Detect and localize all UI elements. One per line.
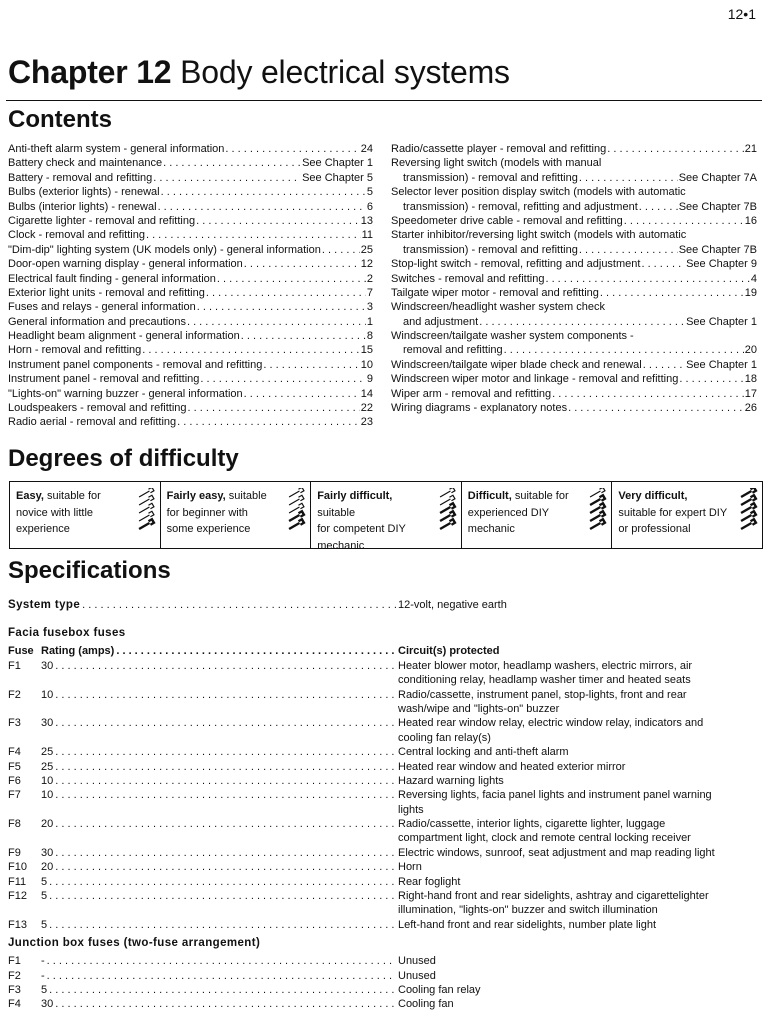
toc-leader-dots [196, 214, 360, 228]
difficulty-cell [612, 482, 762, 548]
toc-entry-label: Fuses and relays - general information [8, 301, 196, 314]
difficulty-desc: mechanic [317, 539, 365, 552]
toc-leader-dots [568, 401, 744, 415]
toc-entry-page: 23 [360, 416, 373, 429]
leader-dots [55, 774, 396, 788]
difficulty-heading: Degrees of difficulty [8, 445, 239, 472]
toc-entry-label: Wiper arm - removal and refitting [391, 387, 552, 400]
difficulty-desc: some experience [166, 523, 251, 535]
toc-entry-label: Exterior light units - removal and refitting [8, 286, 205, 299]
toc-entry-label: Headlight beam alignment - general information [8, 330, 240, 343]
toc-entry [8, 214, 373, 228]
toc-entry [391, 257, 757, 271]
circuit-text: Radio/cassette, instrument panel, stop-lights, front and rear [398, 688, 687, 701]
specifications-heading: Specifications [8, 557, 171, 584]
circuit-text: Electric windows, sunroof, seat adjustment and map reading light [398, 846, 715, 859]
circuit-text: Heater blower motor, headlamp washers, electric mirrors, air [398, 659, 693, 672]
toc-entry-label: Anti-theft alarm system - general information [8, 143, 225, 155]
fuse-number: F2 [8, 969, 21, 982]
toc-leader-dots [217, 272, 366, 286]
leader-dots [55, 745, 396, 759]
toc-entry-label: transmission) - removal and refitting [403, 243, 578, 256]
circuit-text: Heated rear window and heated exterior mirror [398, 760, 626, 773]
difficulty-cell [161, 482, 312, 548]
toc-entry-page: 2 [366, 272, 373, 285]
fuse-rating: Rating (amps) [41, 645, 115, 658]
fuse-rating: 20 [41, 818, 54, 831]
toc-entry-label: Door-open warning display - general information [8, 258, 243, 271]
difficulty-desc: suitable [225, 490, 267, 502]
difficulty-line [618, 488, 734, 505]
toc-leader-dots [504, 343, 744, 357]
fuse-number: F8 [8, 818, 21, 831]
spacer [8, 612, 760, 626]
toc-entry [8, 142, 373, 156]
toc-entry [8, 387, 373, 401]
difficulty-cell [311, 482, 462, 552]
toc-entry-label: Radio aerial - removal and refitting [8, 416, 177, 429]
toc-leader-dots [187, 315, 366, 329]
spec-row [8, 745, 760, 759]
leader-dots [116, 644, 396, 658]
fuse-rating: 10 [41, 688, 54, 701]
fuse-number: F1 [8, 659, 21, 672]
leader-dots [55, 788, 396, 802]
difficulty-desc: for beginner with [166, 506, 248, 519]
toc-entry [8, 401, 373, 415]
toc-entry [391, 372, 757, 386]
toc-leader-dots [263, 358, 359, 372]
spec-row [8, 969, 760, 983]
page-number: 12•1 [727, 6, 756, 22]
toc-entry-page: 17 [744, 387, 757, 400]
fuse-number: F6 [8, 774, 21, 787]
toc-entry [391, 343, 757, 357]
toc-leader-dots [161, 185, 366, 199]
toc-entry-label: Starter inhibitor/reversing light switch (models with automatic [391, 229, 687, 242]
toc-entry-label: Instrument panel - removal and refitting [8, 373, 200, 386]
system-type-row [8, 598, 760, 612]
difficulty-level-name: Difficult, [467, 490, 512, 502]
toc-entry [391, 200, 757, 214]
toc-entry-label: "Lights-on" warning buzzer - general information [8, 387, 243, 400]
toc-entry-page: 15 [360, 344, 373, 357]
spec-row [8, 688, 760, 702]
facia-fuses-heading: Facia fusebox fuses [8, 627, 126, 640]
circuit-text: cooling fan relay(s) [398, 731, 491, 744]
toc-leader-dots [241, 329, 366, 343]
toc-leader-dots [177, 415, 360, 429]
spec-row [8, 716, 760, 730]
title-rule [6, 100, 762, 101]
fuse-number: F4 [8, 746, 21, 759]
fuse-rating: 5 [41, 875, 48, 888]
spanner-icon [437, 488, 457, 532]
toc-entry-label: Windscreen wiper motor and linkage - removal and refitting [391, 373, 679, 386]
toc-leader-dots [639, 200, 678, 214]
fuse-rating: 30 [41, 998, 54, 1011]
toc-entry-page: 18 [744, 373, 757, 386]
toc-leader-dots [679, 372, 743, 386]
system-type-label: System type [8, 599, 81, 611]
leader-dots [47, 954, 396, 968]
toc-entry-page: See Chapter 7B [678, 200, 757, 213]
spec-row [8, 860, 760, 874]
leader-dots [49, 875, 396, 889]
fuse-number: F10 [8, 861, 27, 874]
toc-leader-dots [225, 142, 359, 156]
toc-entry-label: "Dim-dip" lighting system (UK models only) - general information [8, 243, 321, 256]
spec-row [8, 817, 760, 831]
toc-entry [8, 228, 373, 242]
difficulty-cell [10, 482, 161, 548]
toc-leader-dots [545, 272, 749, 286]
fuse-rating: 10 [41, 789, 54, 802]
toc-entry-label: Windscreen/headlight washer system check [391, 301, 605, 314]
fuse-rating: - [41, 955, 45, 968]
toc-entry-page: See Chapter 7B [678, 243, 757, 256]
difficulty-desc: experienced DIY [467, 506, 550, 519]
toc-entry-page: 22 [360, 402, 373, 415]
toc-entry [391, 185, 757, 199]
toc-leader-dots [244, 387, 360, 401]
toc-entry [391, 228, 757, 242]
toc-entry-label: Instrument panel components - removal and refitting [8, 358, 263, 371]
chapter-name: Body electrical systems [180, 54, 510, 90]
fuse-rating: 5 [41, 890, 48, 903]
toc-entry [391, 329, 757, 343]
toc-entry [8, 257, 373, 271]
leader-dots [55, 846, 396, 860]
toc-entry [8, 300, 373, 314]
toc-leader-dots [142, 343, 359, 357]
circuit-text: Hazard warning lights [398, 774, 504, 787]
toc-entry-page: 5 [366, 186, 373, 199]
difficulty-desc: or professional [618, 523, 691, 535]
leader-dots [49, 889, 396, 903]
leader-dots [49, 918, 396, 932]
spanner-icon [136, 488, 156, 532]
toc-entry [8, 372, 373, 386]
difficulty-line [167, 488, 283, 505]
difficulty-desc: experience [16, 523, 70, 535]
toc-entry [391, 142, 757, 156]
fuse-rating: 30 [41, 846, 54, 859]
toc-entry-page: 1 [366, 315, 373, 328]
leader-dots [55, 760, 396, 774]
toc-entry-page: 20 [744, 344, 757, 357]
spec-row [8, 983, 760, 997]
toc-entry [391, 300, 757, 314]
spec-row [8, 760, 760, 774]
toc-leader-dots [153, 171, 301, 185]
contents-left-column [8, 142, 373, 430]
fuse-rating: - [41, 969, 45, 982]
toc-leader-dots [579, 171, 678, 185]
toc-entry-page: 14 [360, 387, 373, 400]
toc-entry-page: See Chapter 5 [302, 171, 373, 184]
toc-entry-label: Selector lever position display switch (models with automatic [391, 186, 686, 199]
toc-entry-label: transmission) - removal, refitting and adjustment [403, 200, 638, 213]
toc-entry-label: Battery - removal and refitting [8, 171, 153, 184]
circuit-text: Cooling fan relay [398, 983, 481, 996]
toc-entry-label: Battery check and maintenance [8, 157, 163, 170]
spec-row [8, 875, 760, 889]
toc-entry-label: Clock - removal and refitting [8, 229, 145, 242]
spec-row [8, 659, 760, 673]
toc-entry-label: removal and refitting [403, 344, 503, 357]
circuit-text: Central locking and anti-theft alarm [398, 746, 569, 759]
toc-entry-label: Reversing light switch (models with manual [391, 157, 602, 170]
toc-entry-label: Wiring diagrams - explanatory notes [391, 402, 568, 415]
toc-entry [8, 272, 373, 286]
leader-dots [55, 659, 396, 673]
fuse-number: F12 [8, 890, 27, 903]
toc-entry-page: 11 [361, 229, 373, 242]
toc-leader-dots [641, 257, 685, 271]
fuse-rating: 10 [41, 774, 54, 787]
toc-leader-dots [579, 243, 678, 257]
circuit-text: compartment light, clock and remote central locking receiver [398, 832, 691, 845]
toc-entry-label: Windscreen/tailgate wiper blade check and renewal [391, 358, 642, 371]
toc-entry [391, 387, 757, 401]
toc-entry-label: and adjustment [403, 315, 479, 328]
circuit-text: Radio/cassette, interior lights, cigarette lighter, luggage [398, 818, 666, 831]
fuse-number: F7 [8, 789, 21, 802]
difficulty-desc: mechanic [467, 523, 515, 535]
toc-entry [391, 286, 757, 300]
spec-row [8, 918, 760, 932]
fuse-rating: 5 [41, 918, 48, 931]
difficulty-desc: novice with little [16, 506, 94, 519]
toc-entry-page: 12 [360, 258, 373, 271]
circuit-text: conditioning relay, headlamp washer timer and heated seats [398, 674, 691, 687]
toc-entry-page: See Chapter 7A [678, 171, 757, 184]
spanner-icon [738, 488, 758, 532]
toc-entry [8, 171, 373, 185]
toc-entry [391, 315, 757, 329]
toc-entry-label: Horn - removal and refitting [8, 344, 142, 357]
toc-entry-label: Windscreen/tailgate washer system components - [391, 330, 634, 343]
toc-entry-label: Electrical fault finding - general information [8, 272, 216, 285]
toc-entry-page: 26 [744, 402, 757, 415]
fuse-number: F4 [8, 998, 21, 1011]
toc-entry-page: 13 [360, 214, 373, 227]
toc-leader-dots [624, 214, 744, 228]
toc-entry-page: 10 [360, 358, 373, 371]
toc-leader-dots [197, 300, 366, 314]
difficulty-desc: for competent DIY [317, 523, 406, 535]
toc-entry-page: 8 [366, 330, 373, 343]
toc-entry-page: See Chapter 1 [686, 315, 757, 328]
toc-leader-dots [643, 358, 685, 372]
toc-entry-page: See Chapter 9 [686, 258, 757, 271]
spanner-icon [587, 488, 607, 532]
toc-entry-page: 6 [366, 200, 373, 213]
circuit-text: Left-hand front and rear sidelights, number plate light [398, 918, 657, 931]
fuse-rating: 5 [41, 983, 48, 996]
leader-dots [47, 969, 396, 983]
toc-entry-label: Bulbs (exterior lights) - renewal [8, 186, 160, 199]
toc-entry [8, 358, 373, 372]
fuse-number: F2 [8, 688, 21, 701]
toc-entry-label: Radio/cassette player - removal and refitting [391, 143, 607, 155]
fuse-rating: 20 [41, 861, 54, 874]
fuse-rating: 25 [41, 746, 54, 759]
specifications-body [8, 598, 760, 1012]
toc-entry [8, 315, 373, 329]
toc-entry [8, 200, 373, 214]
toc-entry [8, 156, 373, 170]
fuse-number: F5 [8, 760, 21, 773]
toc-entry-page: 7 [366, 286, 373, 299]
circuit-text: Unused [398, 955, 436, 968]
toc-leader-dots [188, 401, 360, 415]
difficulty-line [317, 488, 433, 521]
fuse-rating: 30 [41, 717, 54, 730]
toc-entry [8, 185, 373, 199]
fuse-number: F1 [8, 955, 21, 968]
toc-entry-page: 4 [750, 272, 757, 285]
leader-dots [55, 860, 396, 874]
spec-row [8, 997, 760, 1011]
leader-dots [55, 688, 396, 702]
chapter-label: Chapter 12 [8, 54, 172, 90]
toc-entry-page: 21 [744, 143, 757, 155]
toc-entry [391, 243, 757, 257]
circuit-text: Heated rear window relay, electric window relay, indicators and [398, 717, 704, 730]
spec-row [8, 788, 760, 802]
difficulty-line [16, 488, 132, 505]
spec-row [8, 774, 760, 788]
toc-entry [391, 401, 757, 415]
toc-entry-label: Switches - removal and refitting [391, 272, 545, 285]
toc-entry-page: 16 [744, 214, 757, 227]
difficulty-desc: suitable for [511, 490, 569, 502]
circuit-text: Reversing lights, facia panel lights and instrument panel warning [398, 789, 712, 802]
circuit-text: Right-hand front and rear sidelights, ashtray and cigarettelighter [398, 890, 709, 903]
leader-dots [82, 598, 396, 612]
toc-leader-dots [200, 372, 366, 386]
spanner-icon [286, 488, 306, 532]
difficulty-desc: suitable [317, 506, 356, 519]
difficulty-desc: suitable for expert DIY [618, 506, 728, 519]
toc-entry-label: General information and precautions [8, 315, 186, 328]
toc-entry-label: Tailgate wiper motor - removal and refitting [391, 286, 599, 299]
fuse-number: F13 [8, 918, 27, 931]
toc-entry-page: 24 [360, 143, 373, 155]
circuit-text: Unused [398, 969, 436, 982]
toc-entry-page: See Chapter 1 [686, 358, 757, 371]
difficulty-table [9, 481, 763, 552]
fuse-number: F3 [8, 983, 21, 996]
circuit-text: Rear foglight [398, 875, 461, 888]
fuse-number: F9 [8, 846, 21, 859]
leader-dots [55, 817, 396, 831]
toc-entry-label: Speedometer drive cable - removal and refitting [391, 214, 623, 227]
toc-entry-page: 25 [360, 243, 373, 256]
difficulty-line [468, 488, 584, 505]
toc-entry [391, 272, 757, 286]
leader-dots [55, 997, 396, 1011]
difficulty-cell [462, 482, 613, 548]
difficulty-level-name: Very difficult, [618, 490, 688, 502]
junction-fuses-heading: Junction box fuses (two-fuse arrangement) [8, 937, 261, 950]
circuit-text: illumination, "lights-on" buzzer and switch illumination [398, 904, 658, 917]
toc-leader-dots [600, 286, 744, 300]
contents-heading: Contents [8, 106, 112, 133]
toc-entry [8, 243, 373, 257]
difficulty-level-name: Easy, [16, 490, 44, 502]
circuit-text: Horn [398, 861, 422, 874]
fuse-table-header [8, 644, 760, 658]
toc-entry-label: Loudspeakers - removal and refitting [8, 402, 187, 415]
chapter-title [8, 54, 510, 91]
toc-entry [391, 214, 757, 228]
fuse-number: Fuse [8, 645, 34, 658]
fuse-rating: 30 [41, 659, 54, 672]
difficulty-desc: suitable for [43, 490, 101, 502]
leader-dots [49, 983, 396, 997]
difficulty-level-name: Fairly easy, [166, 490, 226, 502]
circuit-text: wash/wipe and "lights-on" buzzer [398, 702, 560, 715]
leader-dots [55, 716, 396, 730]
toc-leader-dots [244, 257, 360, 271]
toc-entry [8, 415, 373, 429]
toc-leader-dots [158, 200, 366, 214]
toc-entry-label: Stop-light switch - removal, refitting and adjustment [391, 258, 641, 271]
toc-entry [391, 358, 757, 372]
spec-row [8, 954, 760, 968]
toc-entry-page: 3 [366, 301, 373, 314]
toc-entry [8, 329, 373, 343]
toc-leader-dots [146, 228, 361, 242]
fuse-number: F11 [8, 875, 27, 888]
toc-entry-page: See Chapter 1 [302, 157, 373, 170]
toc-leader-dots [479, 315, 685, 329]
difficulty-level-name: Fairly difficult, [317, 490, 393, 502]
toc-entry [8, 343, 373, 357]
toc-entry-page: 19 [744, 286, 757, 299]
toc-leader-dots [322, 243, 360, 257]
toc-entry-label: Cigarette lighter - removal and refitting [8, 214, 196, 227]
toc-entry [391, 171, 757, 185]
spec-row [8, 846, 760, 860]
spec-row [8, 889, 760, 903]
toc-entry [8, 286, 373, 300]
toc-leader-dots [163, 156, 301, 170]
toc-entry-page: 9 [366, 373, 373, 386]
toc-entry-label: transmission) - removal and refitting [403, 171, 578, 184]
system-type-value: 12-volt, negative earth [398, 599, 507, 611]
contents-right-column [391, 142, 757, 415]
fuse-rating: 25 [41, 760, 54, 773]
toc-leader-dots [607, 142, 744, 156]
fuse-number: F3 [8, 717, 21, 730]
toc-leader-dots [552, 387, 744, 401]
circuit-text: Cooling fan [398, 998, 454, 1011]
circuit-text: lights [398, 803, 424, 816]
toc-entry [391, 156, 757, 170]
circuit-text: Circuit(s) protected [398, 645, 500, 658]
toc-leader-dots [206, 286, 366, 300]
toc-entry-label: Bulbs (interior lights) - renewal [8, 200, 157, 213]
